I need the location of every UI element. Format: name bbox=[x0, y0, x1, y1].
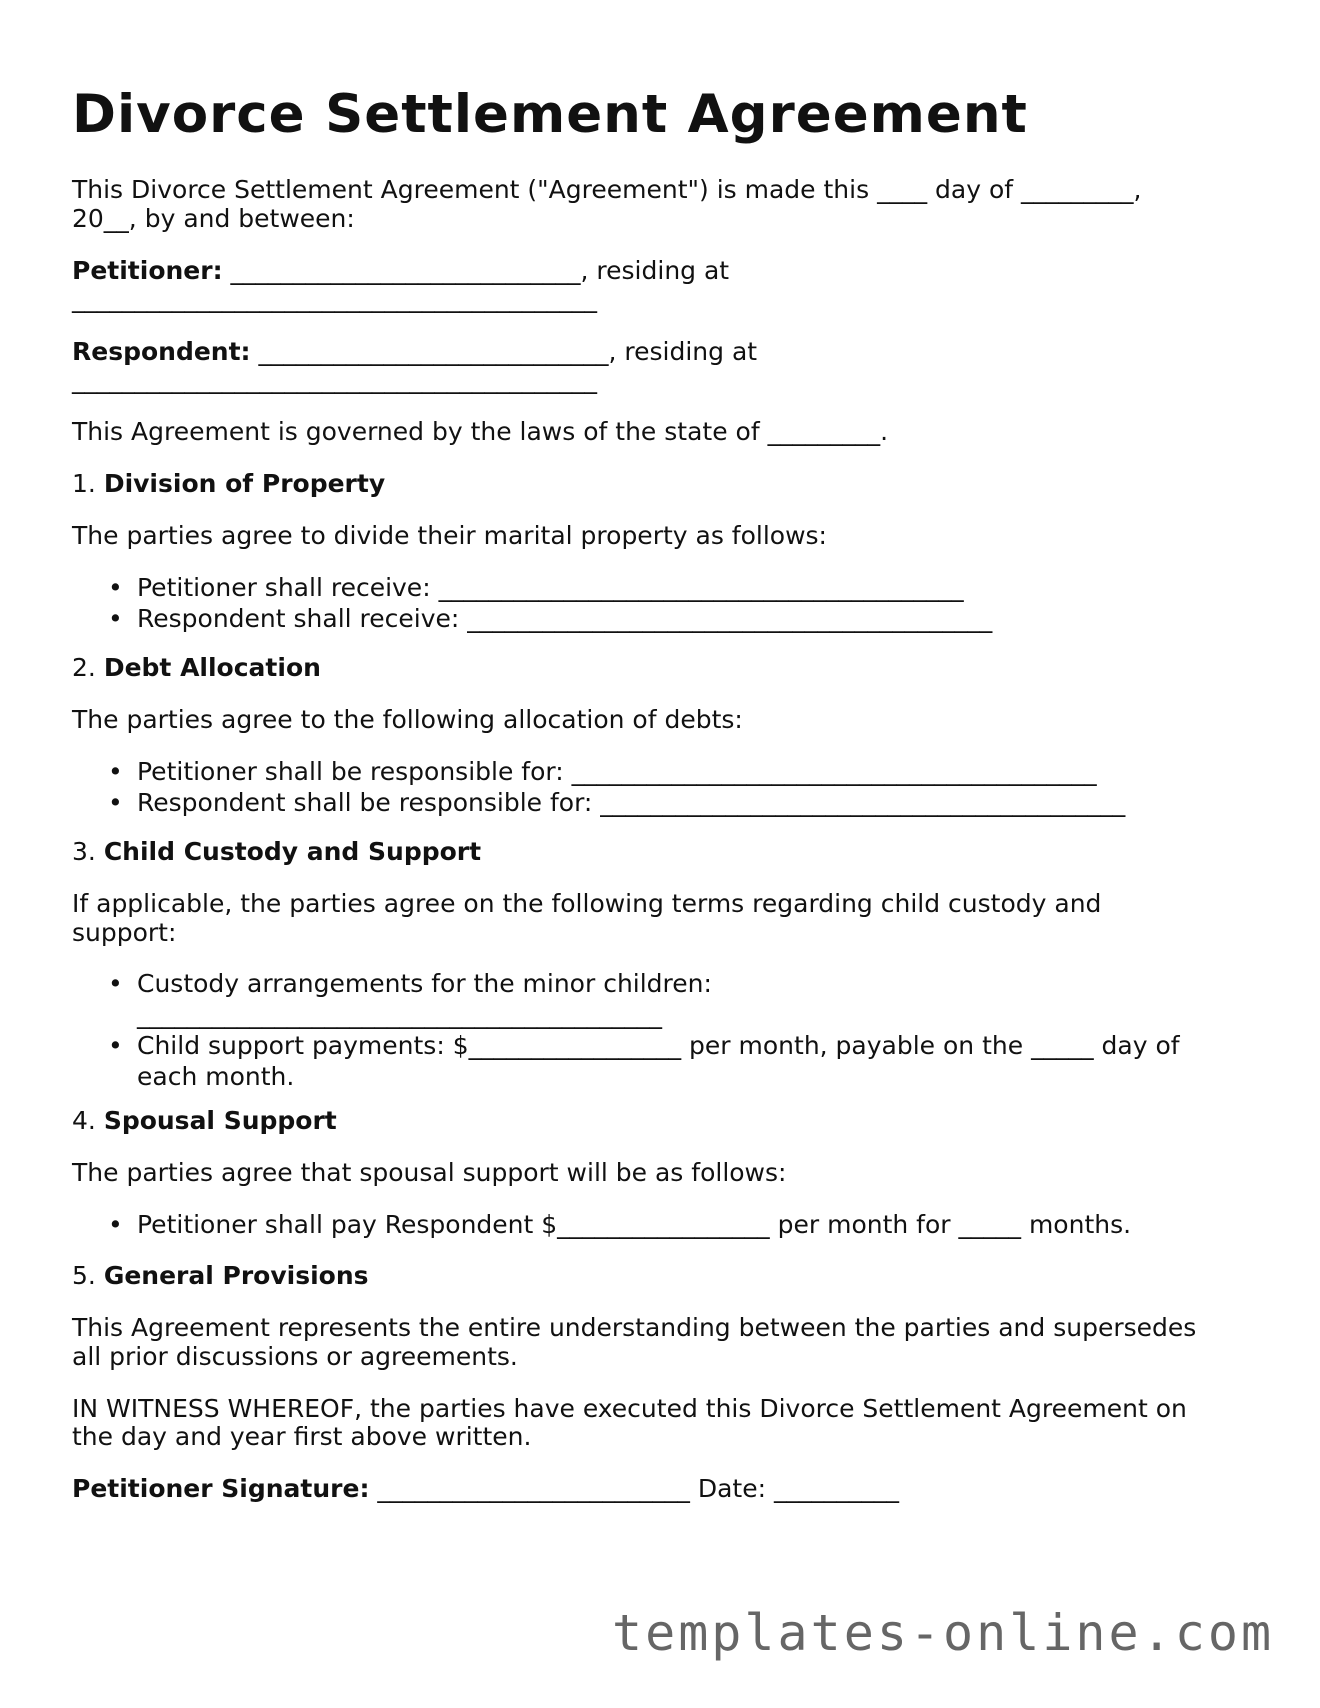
petitioner-line bbox=[72, 255, 729, 286]
section-4-heading bbox=[72, 1105, 337, 1136]
respondent-label: Respondent: bbox=[72, 337, 251, 366]
section-4-title: Spousal Support bbox=[103, 1106, 337, 1135]
respondent-line bbox=[72, 336, 757, 367]
section-3-list bbox=[72, 968, 1180, 1092]
section-4-list bbox=[72, 1209, 1131, 1240]
list-item-custody[interactable] bbox=[72, 968, 1180, 1030]
list-item-child-support[interactable] bbox=[72, 1030, 1180, 1092]
petitioner-name-blank[interactable]: ____________________________, residing at bbox=[222, 256, 730, 285]
section-3-text-line-1: If applicable, the parties agree on the following terms regarding child custody and bbox=[72, 889, 1102, 918]
section-2-text: The parties agree to the following allocation of debts: bbox=[72, 705, 743, 734]
section-3-text-line-2: support: bbox=[72, 918, 177, 947]
section-5-title: General Provisions bbox=[103, 1261, 369, 1290]
section-3-number: 3. bbox=[72, 837, 96, 866]
intro-line-2: 20__, by and between: bbox=[72, 204, 355, 233]
section-3-heading bbox=[72, 836, 481, 867]
witness-line-2: the day and year first above written. bbox=[72, 1422, 532, 1451]
section-1-heading bbox=[72, 468, 385, 499]
list-item[interactable]: • Petitioner shall be responsible for: __________________________________________ bbox=[72, 756, 1125, 787]
petitioner-label: Petitioner: bbox=[72, 256, 223, 285]
intro-line-1: This Divorce Settlement Agreement ("Agreement") is made this ____ day of _________, bbox=[72, 175, 1142, 204]
section-5-text-line-1: This Agreement represents the entire understanding between the parties and supersedes bbox=[72, 1313, 1197, 1342]
section-5-text-line-2: all prior discussions or agreements. bbox=[72, 1342, 518, 1371]
list-item[interactable]: • Respondent shall be responsible for: __________________________________________ bbox=[72, 787, 1125, 818]
list-item[interactable]: • Respondent shall receive: __________________________________________ bbox=[72, 603, 992, 634]
custody-label: Custody arrangements for the minor children: bbox=[137, 969, 712, 998]
watermark: templates-online.com bbox=[612, 1604, 1275, 1662]
signature-blank[interactable]: _________________________ bbox=[369, 1474, 690, 1503]
respondent-name-blank[interactable]: ____________________________, residing at bbox=[250, 337, 758, 366]
section-3-title: Child Custody and Support bbox=[103, 837, 482, 866]
governing-law: This Agreement is governed by the laws of the state of _________. bbox=[72, 417, 889, 446]
witness-line-1: IN WITNESS WHEREOF, the parties have executed this Divorce Settlement Agreement on bbox=[72, 1394, 1187, 1423]
list-item[interactable]: • Petitioner shall receive: __________________________________________ bbox=[72, 572, 992, 603]
petitioner-address-blank[interactable]: __________________________________________ bbox=[72, 284, 597, 313]
date-field[interactable]: Date: __________ bbox=[689, 1474, 899, 1503]
section-1-list bbox=[72, 572, 992, 634]
section-5-number: 5. bbox=[72, 1261, 96, 1290]
section-2-list bbox=[72, 756, 1125, 818]
document-title: Divorce Settlement Agreement bbox=[72, 84, 1028, 145]
section-2-number: 2. bbox=[72, 653, 96, 682]
list-item[interactable]: • Petitioner shall pay Respondent $_________________ per month for _____ months. bbox=[72, 1209, 1131, 1240]
signature-line bbox=[72, 1473, 899, 1504]
section-2-heading bbox=[72, 652, 321, 683]
section-1-number: 1. bbox=[72, 469, 96, 498]
section-4-number: 4. bbox=[72, 1106, 96, 1135]
section-2-title: Debt Allocation bbox=[103, 653, 321, 682]
child-support-line-1[interactable]: Child support payments: $_________________ per month, payable on the _____ day of bbox=[137, 1031, 1180, 1060]
section-1-title: Division of Property bbox=[103, 469, 386, 498]
section-4-text: The parties agree that spousal support will be as follows: bbox=[72, 1158, 787, 1187]
signature-label: Petitioner Signature: bbox=[72, 1474, 370, 1503]
respondent-address-blank[interactable]: __________________________________________ bbox=[72, 365, 597, 394]
child-support-line-2: each month. bbox=[137, 1062, 295, 1091]
section-5-heading bbox=[72, 1260, 369, 1291]
custody-blank[interactable]: __________________________________________ bbox=[137, 1000, 662, 1029]
section-1-text: The parties agree to divide their marital property as follows: bbox=[72, 521, 827, 550]
